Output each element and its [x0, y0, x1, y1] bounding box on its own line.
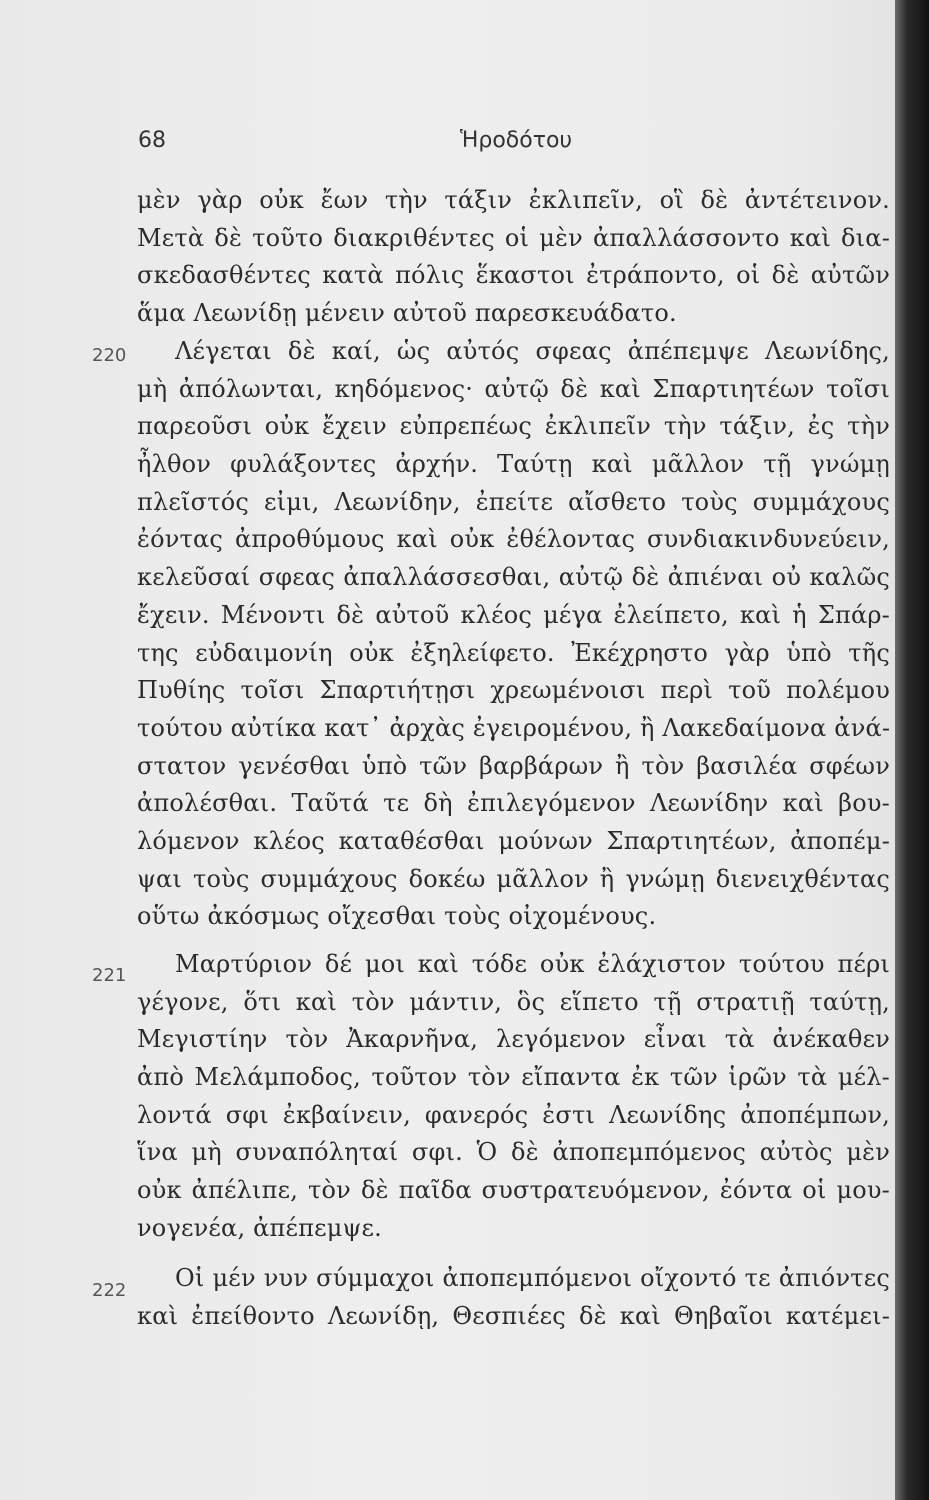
text-line: οὐκ ἀπέλιπε, τὸν δὲ παῖδα συστρατευόμενον, ἐόντα οἱ μου-	[137, 1176, 890, 1205]
text-line: της εὐδαιμονίη οὐκ ἐξηλείφετο. Ἐκέχρηστο γὰρ ὑπὸ τῆς	[137, 638, 890, 667]
paragraph-221	[137, 946, 890, 1248]
text-line: λοντά σφι ἐκβαίνειν, φανερός ἐστι Λεωνίδης ἀποπέμπων,	[137, 1100, 890, 1129]
text-line: στατον γενέσθαι ὑπὸ τῶν βαρβάρων ἢ τὸν βασιλέα σφέων	[137, 751, 890, 780]
section-number: 221	[92, 965, 127, 986]
text-line: Λέγεται δὲ καί, ὡς αὐτός σφεας ἀπέπεμψε Λεωνίδης,	[175, 337, 890, 365]
text-line: Οἱ μέν νυν σύμμαχοι ἀποπεμπόμενοι οἴχοντό τε ἀπιόντες	[175, 1264, 890, 1292]
text-line: νογενέα, ἀπέπεμψε.	[137, 1213, 383, 1242]
text-line: μὴ ἀπόλωνται, κηδόμενος· αὐτῷ δὲ καὶ Σπαρτιητέων τοῖσι	[137, 374, 890, 403]
page-header	[138, 120, 895, 160]
running-title: Ἡροδότου	[460, 128, 573, 153]
text-line: ἐόντας ἀπροθύμους καὶ οὐκ ἐθέλοντας συνδιακινδυνεύειν,	[137, 525, 890, 554]
text-line: Μετὰ δὲ τοῦτο διακριθέντες οἱ μὲν ἀπαλλάσσοντο καὶ δια-	[137, 223, 890, 252]
text-line: ἀπολέσθαι. Ταῦτά τε δὴ ἐπιλεγόμενον Λεωνίδην καὶ βου-	[137, 789, 890, 818]
text-line: κελεῦσαί σφεας ἀπαλλάσσεσθαι, αὐτῷ δὲ ἀπιέναι οὐ καλῶς	[137, 563, 890, 592]
text-line: παρεοῦσι οὐκ ἔχειν εὐπρεπέως ἐκλιπεῖν τὴν τάξιν, ἐς τὴν	[137, 412, 890, 441]
text-line: οὕτω ἀκόσμως οἴχεσθαι τοὺς οἰχομένους.	[137, 902, 657, 931]
text-line: λόμενον κλέος καταθέσθαι μούνων Σπαρτιητέων, ἀποπέμ-	[137, 826, 890, 855]
book-spine-shadow	[895, 0, 929, 1500]
paragraph-continuation	[137, 182, 890, 333]
paragraph-222	[137, 1260, 890, 1335]
text-line: τούτου αὐτίκα κατ᾽ ἀρχὰς ἐγειρομένου, ἢ Λακεδαίμονα ἀνά-	[137, 713, 891, 742]
text-line: ἵνα μὴ συναπόληταί σφι. Ὁ δὲ ἀποπεμπόμενος αὐτὸς μὲν	[137, 1138, 890, 1167]
page-number: 68	[138, 128, 166, 153]
paragraph-220	[137, 333, 890, 936]
text-line: καὶ ἐπείθοντο Λεωνίδῃ, Θεσπιέες δὲ καὶ Θηβαῖοι κατέμει-	[137, 1301, 890, 1330]
text-line: ἅμα Λεωνίδῃ μένειν αὐτοῦ παρεσκευάδατο.	[137, 299, 677, 328]
text-line: σκεδασθέντες κατὰ πόλις ἕκαστοι ἐτράποντο, οἱ δὲ αὐτῶν	[137, 261, 890, 290]
text-line: πλεῖστός εἰμι, Λεωνίδην, ἐπείτε αἴσθετο τοὺς συμμάχους	[137, 487, 890, 516]
text-line: Πυθίης τοῖσι Σπαρτιήτῃσι χρεωμένοισι περὶ τοῦ πολέμου	[137, 676, 890, 705]
text-line: ἦλθον φυλάξοντες ἀρχήν. Ταύτῃ καὶ μᾶλλον τῇ γνώμῃ	[137, 450, 890, 479]
text-line: γέγονε, ὅτι καὶ τὸν μάντιν, ὃς εἵπετο τῇ στρατιῇ ταύτῃ,	[137, 987, 890, 1016]
section-number: 220	[92, 345, 127, 366]
text-line: ἔχειν. Μένοντι δὲ αὐτοῦ κλέος μέγα ἐλείπετο, καὶ ἡ Σπάρ-	[137, 600, 890, 629]
text-line: Μαρτύριον δέ μοι καὶ τόδε οὐκ ἐλάχιστον τούτου πέρι	[175, 950, 890, 978]
text-line: μὲν γὰρ οὐκ ἔων τὴν τάξιν ἐκλιπεῖν, οἳ δὲ ἀντέτεινον.	[137, 186, 890, 214]
section-number: 222	[92, 1280, 127, 1301]
text-line: ἀπὸ Μελάμποδος, τοῦτον τὸν εἴπαντα ἐκ τῶν ἱρῶν τὰ μέλ-	[137, 1063, 890, 1092]
text-line: Μεγιστίην τὸν Ἀκαρνῆνα, λεγόμενον εἶναι τὰ ἀνέκαθεν	[137, 1025, 890, 1054]
text-line: ψαι τοὺς συμμάχους δοκέω μᾶλλον ἢ γνώμῃ διενειχθέντας	[137, 864, 890, 893]
